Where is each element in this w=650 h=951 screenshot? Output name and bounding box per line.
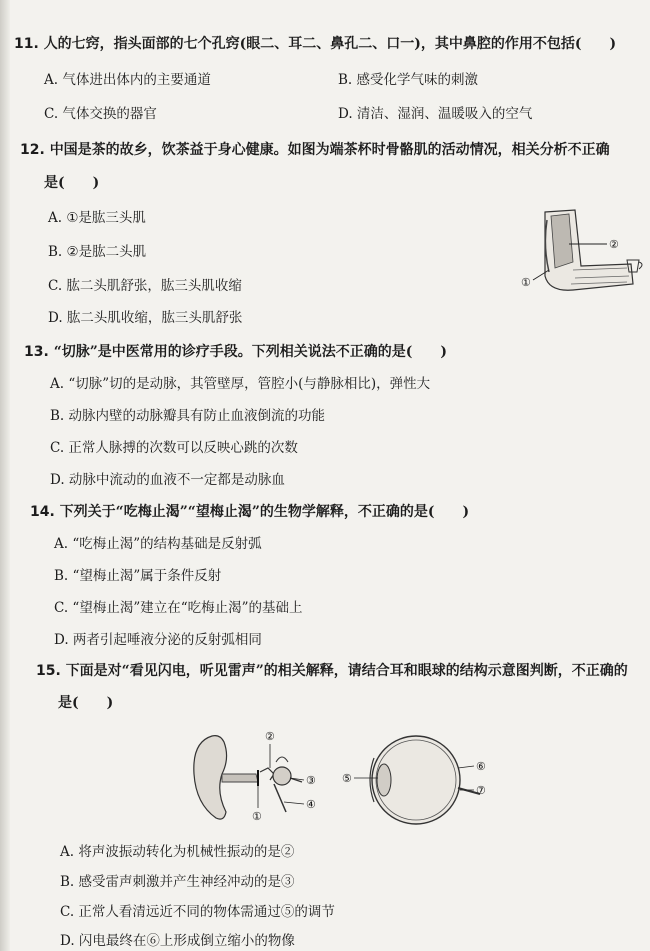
eye-label-6-leader	[458, 766, 474, 768]
figure-label-2: ②	[609, 238, 619, 251]
ear-structure-figure	[186, 722, 328, 832]
q11-option-a: A. 气体进出体内的主要通道	[44, 72, 211, 88]
question-12-stem-cont: 是( )	[44, 175, 100, 191]
eye-label-6: ⑥	[476, 760, 486, 773]
q13-option-d: D. 动脉中流动的血液不一定都是动脉血	[50, 472, 285, 488]
q14-option-a: A. “吃梅止渴”的结构基础是反射弧	[54, 536, 262, 552]
q12-option-b: B. ②是肱二头肌	[48, 244, 147, 260]
q14-option-c: C. “望梅止渴”建立在“吃梅止渴”的基础上	[54, 600, 303, 616]
q11-option-b: B. 感受化学气味的刺激	[338, 72, 479, 88]
question-14-stem: 14. 下列关于“吃梅止渴”“望梅止渴”的生物学解释，不正确的是( )	[30, 504, 470, 520]
eye-structure-figure	[340, 728, 492, 832]
eustachian-tube	[274, 784, 286, 812]
q12-option-a: A. ①是肱三头肌	[48, 210, 146, 226]
q15-option-b: B. 感受雷声刺激并产生神经冲动的是③	[60, 874, 295, 890]
ear-canal	[222, 774, 258, 782]
ear-label-4-leader	[284, 802, 304, 804]
question-15-stem: 15. 下面是对“看见闪电，听见雷声”的相关解释，请结合耳和眼球的结构示意图判断，不正确的	[36, 663, 628, 679]
q13-option-a: A. “切脉”切的是动脉，其管壁厚，管腔小(与静脉相比)，弹性大	[50, 376, 431, 392]
q12-option-d: D. 肱二头肌收缩，肱三头肌舒张	[48, 310, 243, 326]
ossicles	[260, 768, 274, 780]
ear-label-3: ③	[306, 774, 316, 787]
lens	[377, 764, 391, 796]
ear-label-1: ①	[252, 810, 262, 823]
ear-label-4: ④	[306, 798, 316, 811]
eye-label-5: ⑤	[342, 772, 352, 785]
ear-label-2: ②	[265, 730, 275, 743]
q12-option-c: C. 肱二头肌舒张，肱三头肌收缩	[48, 278, 242, 294]
cochlea	[273, 767, 291, 785]
question-12-stem: 12. 中国是茶的故乡，饮茶益于身心健康。如图为端茶杯时骨骼肌的活动情况，相关分析不正确	[20, 142, 610, 158]
semicircular-canals	[276, 757, 288, 762]
eye-label-7: ⑦	[476, 784, 486, 797]
q14-option-d: D. 两者引起唾液分泌的反射弧相同	[54, 632, 262, 648]
q14-option-b: B. “望梅止渴”属于条件反射	[54, 568, 222, 584]
q15-option-d: D. 闪电最终在⑥上形成倒立缩小的物像	[60, 933, 295, 949]
q15-option-c: C. 正常人看清远近不同的物体需通过⑤的调节	[60, 904, 335, 920]
figure-label-1: ①	[521, 276, 531, 289]
q11-option-d: D. 清洁、湿润、温暖吸入的空气	[338, 106, 533, 122]
question-15-stem-cont: 是( )	[58, 695, 114, 711]
question-13-stem: 13. “切脉”是中医常用的诊疗手段。下列相关说法不正确的是( )	[24, 344, 448, 360]
question-11-stem: 11. 人的七窍，指头面部的七个孔窍(眼二、耳二、鼻孔二、口一)，其中鼻腔的作用不包括( )	[14, 36, 617, 52]
page-binding-edge	[0, 0, 10, 951]
arm-muscle-figure	[515, 206, 647, 302]
q13-option-c: C. 正常人脉搏的次数可以反映心跳的次数	[50, 440, 298, 456]
q15-option-a: A. 将声波振动转化为机械性振动的是②	[60, 844, 295, 860]
biceps-muscle	[551, 214, 573, 268]
q11-option-c: C. 气体交换的器官	[44, 106, 157, 122]
q13-option-b: B. 动脉内壁的动脉瓣具有防止血液倒流的功能	[50, 408, 326, 424]
